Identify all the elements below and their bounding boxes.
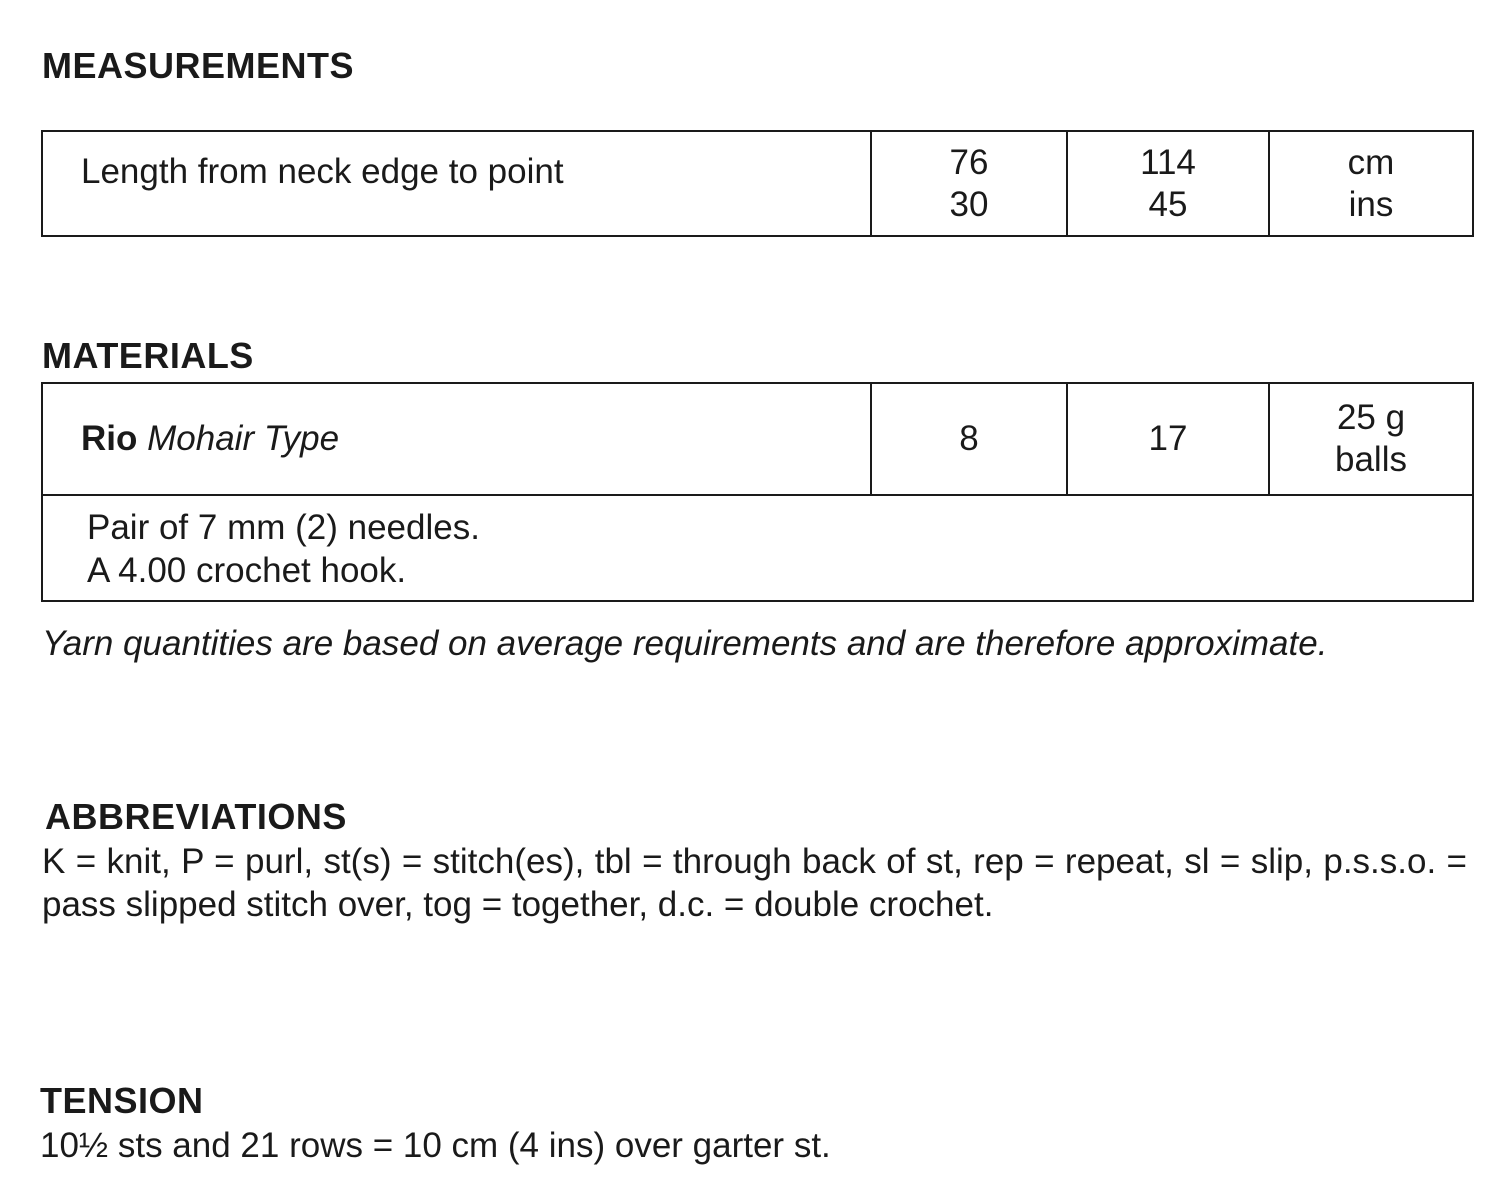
size-1-imperial: 30 — [949, 184, 989, 224]
yarn-cell — [42, 383, 871, 495]
measurements-table — [41, 130, 1474, 237]
tension-text: 10½ sts and 21 rows = 10 cm (4 ins) over garter st. — [40, 1126, 831, 1165]
extras-cell — [42, 495, 1473, 601]
measurements-row — [42, 131, 1473, 236]
unit-metric: cm — [1347, 142, 1395, 182]
size-2-imperial: 45 — [1148, 184, 1188, 224]
size-1-cell — [871, 131, 1067, 236]
measurement-label: Length from neck edge to point — [81, 151, 564, 191]
units-cell — [1269, 131, 1473, 236]
materials-table — [41, 382, 1474, 602]
size-1-metric: 76 — [949, 142, 989, 182]
yarn-row — [42, 383, 1473, 495]
needles-item: Pair of 7 mm (2) needles. — [87, 508, 480, 547]
unit-imperial: ins — [1348, 184, 1394, 224]
yarn-unit-balls: balls — [1335, 440, 1407, 479]
yarn-unit-cell — [1269, 383, 1473, 495]
measurements-heading: MEASUREMENTS — [42, 45, 355, 86]
hook-item: A 4.00 crochet hook. — [87, 551, 407, 590]
yarn-qty-size-2: 17 — [1067, 383, 1269, 495]
yarn-qty-size-1: 8 — [871, 383, 1067, 495]
materials-heading: MATERIALS — [42, 335, 254, 376]
tension-heading: TENSION — [40, 1080, 204, 1121]
yarn-type: Mohair Type — [147, 419, 340, 458]
yarn-note: Yarn quantities are based on average requirements and are therefore approximate. — [42, 624, 1328, 663]
abbreviations-heading: ABBREVIATIONS — [45, 796, 347, 837]
yarn-brand: Rio — [81, 419, 138, 458]
yarn-unit-weight: 25 g — [1336, 398, 1406, 437]
abbreviations-text: K = knit, P = purl, st(s) = stitch(es), tbl = through back of st, rep = repeat, sl = slip, p.s.s.o. = pass slipped stitch over, tog = together, d.c. = double crochet. — [42, 842, 1467, 924]
size-2-cell — [1067, 131, 1269, 236]
measurement-label-cell — [42, 131, 871, 236]
size-2-metric: 114 — [1140, 142, 1196, 182]
extras-row — [42, 495, 1473, 601]
